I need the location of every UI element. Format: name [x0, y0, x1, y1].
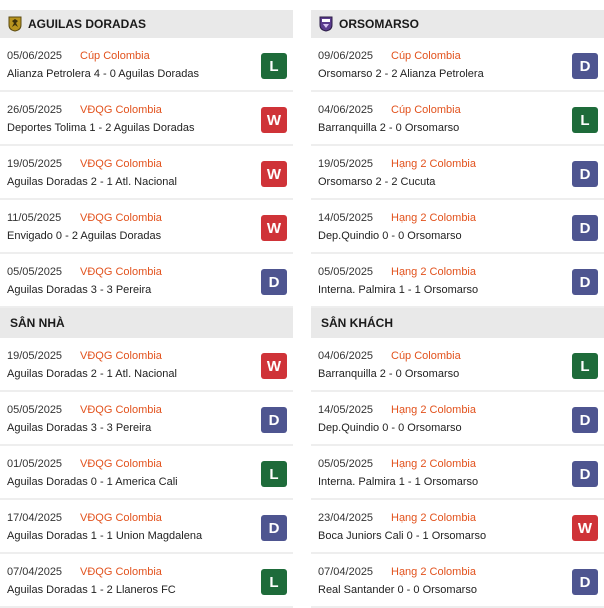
match-row[interactable] — [0, 338, 293, 392]
match-competition[interactable]: Cúp Colombia — [391, 50, 461, 62]
match-score: Aguilas Doradas 3 - 3 Pereira — [7, 422, 152, 434]
match-date: 26/05/2025 — [7, 104, 63, 116]
match-date: 04/06/2025 — [318, 350, 374, 362]
match-row[interactable] — [311, 338, 604, 392]
match-competition[interactable]: Hạng 2 Colombia — [391, 266, 476, 278]
match-competition[interactable]: VĐQG Colombia — [80, 158, 162, 170]
match-date: 11/05/2025 — [7, 212, 62, 224]
away-recent-list — [311, 38, 604, 308]
match-score: Deportes Tolima 1 - 2 Aguilas Doradas — [7, 122, 195, 134]
match-score: Aguilas Doradas 0 - 1 America Cali — [7, 476, 178, 488]
match-competition[interactable]: Cúp Colombia — [80, 50, 150, 62]
match-competition[interactable]: Cúp Colombia — [391, 104, 461, 116]
result-badge: W — [261, 215, 287, 241]
match-score: Barranquilla 2 - 0 Orsomarso — [318, 122, 460, 134]
match-score: Aguilas Doradas 2 - 1 Atl. Nacional — [7, 176, 177, 188]
match-date: 07/04/2025 — [318, 566, 374, 578]
away-section-title: SÂN KHÁCH — [321, 316, 393, 330]
match-competition[interactable]: Hạng 2 Colombia — [391, 458, 476, 470]
match-row[interactable] — [311, 92, 604, 146]
match-date: 05/06/2025 — [7, 50, 63, 62]
away-team-header — [311, 10, 604, 38]
match-date: 01/05/2025 — [7, 458, 63, 470]
home-team-name: AGUILAS DORADAS — [28, 17, 147, 31]
match-competition[interactable]: Hạng 2 Colombia — [391, 512, 476, 524]
home-section-title: SÂN NHÀ — [10, 316, 65, 330]
result-badge: W — [261, 353, 287, 379]
result-badge: W — [261, 107, 287, 133]
match-row[interactable] — [311, 146, 604, 200]
result-badge: D — [572, 407, 598, 433]
match-date: 05/05/2025 — [318, 458, 374, 470]
result-badge: D — [261, 515, 287, 541]
match-competition[interactable]: Hạng 2 Colombia — [391, 566, 476, 578]
match-date: 14/05/2025 — [318, 404, 374, 416]
match-date: 19/05/2025 — [7, 350, 63, 362]
match-score: Aguilas Doradas 1 - 1 Union Magdalena — [7, 530, 203, 542]
result-badge: D — [261, 269, 287, 295]
match-score: Real Santander 0 - 0 Orsomarso — [318, 584, 477, 596]
match-date: 23/04/2025 — [318, 512, 374, 524]
away-team-column — [311, 10, 604, 608]
result-badge: D — [572, 569, 598, 595]
away-section-list — [311, 338, 604, 608]
match-competition[interactable]: VĐQG Colombia — [80, 104, 162, 116]
match-row[interactable] — [0, 200, 293, 254]
away-team-name: ORSOMARSO — [339, 17, 420, 31]
result-badge: W — [572, 515, 598, 541]
match-date: 05/05/2025 — [7, 404, 63, 416]
home-team-header — [0, 10, 293, 38]
match-score: Orsomarso 2 - 2 Alianza Petrolera — [318, 68, 484, 80]
match-competition[interactable]: VĐQG Colombia — [80, 512, 162, 524]
result-badge: L — [572, 107, 598, 133]
result-badge: L — [261, 53, 287, 79]
match-score: Aguilas Doradas 3 - 3 Pereira — [7, 284, 152, 296]
match-competition[interactable]: VĐQG Colombia — [80, 266, 162, 278]
match-score: Envigado 0 - 2 Aguilas Doradas — [7, 230, 162, 242]
match-date: 14/05/2025 — [318, 212, 374, 224]
match-row[interactable] — [311, 554, 604, 608]
match-competition[interactable]: VĐQG Colombia — [80, 458, 162, 470]
match-row[interactable] — [0, 146, 293, 200]
match-row[interactable] — [0, 38, 293, 92]
match-date: 09/06/2025 — [318, 50, 374, 62]
match-score: Orsomarso 2 - 2 Cucuta — [318, 176, 436, 188]
result-badge: D — [572, 161, 598, 187]
match-row[interactable] — [311, 500, 604, 554]
result-badge: D — [572, 215, 598, 241]
match-score: Barranquilla 2 - 0 Orsomarso — [318, 368, 460, 380]
match-score: Boca Juniors Cali 0 - 1 Orsomarso — [318, 530, 487, 542]
match-row[interactable] — [0, 554, 293, 608]
result-badge: W — [261, 161, 287, 187]
match-date: 19/05/2025 — [318, 158, 374, 170]
match-row[interactable] — [311, 446, 604, 500]
aguilas-doradas-logo-icon — [8, 16, 22, 32]
match-competition[interactable]: Hạng 2 Colombia — [391, 404, 476, 416]
match-score: Dep.Quindio 0 - 0 Orsomarso — [318, 230, 462, 242]
match-row[interactable] — [0, 92, 293, 146]
match-date: 19/05/2025 — [7, 158, 63, 170]
match-row[interactable] — [0, 254, 293, 308]
match-row[interactable] — [311, 254, 604, 308]
match-score: Interna. Palmira 1 - 1 Orsomarso — [318, 476, 479, 488]
match-date: 05/05/2025 — [7, 266, 63, 278]
match-row[interactable] — [0, 446, 293, 500]
match-competition[interactable]: Hạng 2 Colombia — [391, 212, 476, 224]
match-date: 17/04/2025 — [7, 512, 63, 524]
result-badge: D — [572, 53, 598, 79]
match-competition[interactable]: VĐQG Colombia — [80, 350, 162, 362]
match-date: 07/04/2025 — [7, 566, 63, 578]
match-date: 05/05/2025 — [318, 266, 374, 278]
orsomarso-logo-icon — [319, 16, 333, 32]
match-row[interactable] — [311, 38, 604, 92]
match-row[interactable] — [0, 392, 293, 446]
match-score: Interna. Palmira 1 - 1 Orsomarso — [318, 284, 479, 296]
match-score: Alianza Petrolera 4 - 0 Aguilas Doradas — [7, 68, 199, 80]
result-badge: L — [261, 569, 287, 595]
result-badge: D — [261, 407, 287, 433]
result-badge: D — [572, 461, 598, 487]
result-badge: L — [572, 353, 598, 379]
match-score: Aguilas Doradas 1 - 2 Llaneros FC — [7, 584, 176, 596]
match-competition[interactable]: VĐQG Colombia — [80, 212, 162, 224]
match-competition[interactable]: Hạng 2 Colombia — [391, 158, 476, 170]
match-competition[interactable]: Cúp Colombia — [391, 350, 461, 362]
away-section-header — [311, 308, 604, 338]
match-date: 04/06/2025 — [318, 104, 374, 116]
result-badge: D — [572, 269, 598, 295]
match-competition[interactable]: VĐQG Colombia — [80, 404, 162, 416]
result-badge: L — [261, 461, 287, 487]
match-score: Dep.Quindio 0 - 0 Orsomarso — [318, 422, 462, 434]
match-row[interactable] — [311, 392, 604, 446]
home-section-list — [0, 338, 293, 608]
home-team-column — [0, 10, 293, 608]
home-recent-list — [0, 38, 293, 308]
match-score: Aguilas Doradas 2 - 1 Atl. Nacional — [7, 368, 177, 380]
home-section-header — [0, 308, 293, 338]
match-row[interactable] — [311, 200, 604, 254]
match-competition[interactable]: VĐQG Colombia — [80, 566, 162, 578]
match-row[interactable] — [0, 500, 293, 554]
